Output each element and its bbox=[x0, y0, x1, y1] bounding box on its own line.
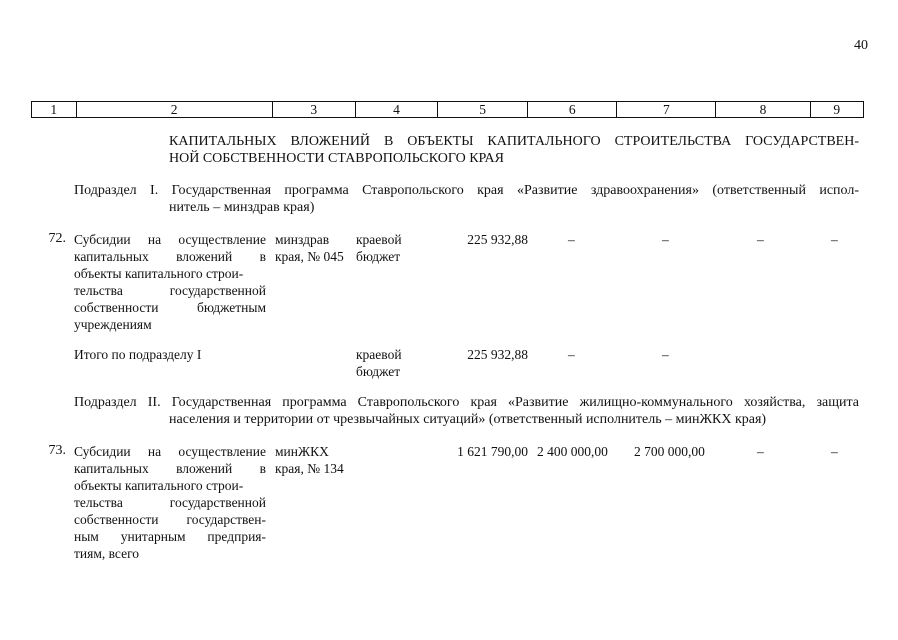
funding-line: краевой bbox=[356, 347, 402, 362]
row-value-col8: – bbox=[757, 232, 764, 247]
total-value-col6: – bbox=[568, 347, 575, 362]
column-number: 6 bbox=[527, 102, 616, 117]
description-line: объекты капитального строи- bbox=[74, 266, 244, 281]
row-number: 72. bbox=[48, 231, 66, 246]
funding-line: краевой bbox=[356, 232, 402, 247]
description-line: тельства государственной bbox=[74, 495, 266, 510]
page-number: 40 bbox=[854, 38, 868, 53]
row-executor bbox=[275, 231, 357, 265]
executor-line: минЖКХ bbox=[275, 444, 329, 459]
subsection-2-heading bbox=[74, 394, 859, 428]
section-title bbox=[169, 133, 859, 167]
row-value-col7: 2 700 000,00 bbox=[634, 444, 705, 459]
executor-line: минздрав bbox=[275, 232, 330, 247]
description-line: собственности государствен- bbox=[74, 512, 266, 527]
subsection-total-label: Итого по подразделу I bbox=[74, 347, 202, 362]
subsection-heading-line: Подраздел II. Государственная программа Ставропольского края «Развитие жилищно-коммунального хозяйства, защита bbox=[74, 395, 859, 410]
subsection-heading-line: населения и территории от чрезвычайных ситуаций» (ответственный исполнитель – минЖКХ края) bbox=[169, 412, 767, 427]
row-description bbox=[74, 231, 266, 333]
row-funding-source bbox=[356, 231, 416, 265]
total-value-col7: – bbox=[662, 347, 669, 362]
column-number: 5 bbox=[437, 102, 527, 117]
column-number: 1 bbox=[50, 102, 58, 117]
table-column-numbers-header bbox=[31, 101, 864, 118]
description-line: учреждениям bbox=[74, 317, 152, 332]
subsection-heading-line: нитель – минздрав края) bbox=[169, 200, 315, 215]
row-value-col7: – bbox=[662, 232, 669, 247]
description-line: объекты капитального строи- bbox=[74, 478, 244, 493]
subsection-heading-line: Подраздел I. Государственная программа Ставропольского края «Развитие здравоохранения» (ответственный испол- bbox=[74, 183, 859, 198]
column-number: 4 bbox=[355, 102, 437, 117]
section-title-line: КАПИТАЛЬНЫХ ВЛОЖЕНИЙ В ОБЪЕКТЫ КАПИТАЛЬНОГО СТРОИТЕЛЬСТВА ГОСУДАРСТВЕН- bbox=[169, 134, 859, 149]
executor-line: края, № 134 bbox=[275, 461, 344, 476]
row-executor bbox=[275, 443, 357, 477]
subsection-1-heading bbox=[74, 182, 859, 216]
description-line: тельства государственной bbox=[74, 283, 266, 298]
row-value-col8: – bbox=[757, 444, 764, 459]
column-number: 2 bbox=[76, 102, 272, 117]
description-line: Субсидии на осуществление bbox=[74, 232, 266, 247]
row-value-col6: – bbox=[568, 232, 575, 247]
description-line: Субсидии на осуществление bbox=[74, 444, 266, 459]
column-number: 9 bbox=[810, 102, 863, 117]
executor-line: края, № 045 bbox=[275, 249, 344, 264]
column-number: 7 bbox=[616, 102, 715, 117]
column-number: 8 bbox=[715, 102, 809, 117]
row-value-col6: 2 400 000,00 bbox=[537, 444, 608, 459]
total-value-col5: 225 932,88 bbox=[467, 347, 528, 362]
section-title-line: НОЙ СОБСТВЕННОСТИ СТАВРОПОЛЬСКОГО КРАЯ bbox=[169, 151, 504, 166]
row-value-col5: 225 932,88 bbox=[467, 232, 528, 247]
row-value-col5: 1 621 790,00 bbox=[457, 444, 528, 459]
funding-line: бюджет bbox=[356, 249, 401, 264]
description-line: капитальных вложений в bbox=[74, 461, 266, 476]
row-value-col9: – bbox=[831, 232, 838, 247]
column-number: 3 bbox=[272, 102, 355, 117]
row-value-col9: – bbox=[831, 444, 838, 459]
row-number: 73. bbox=[48, 443, 66, 458]
description-line: ным унитарным предприя- bbox=[74, 529, 266, 544]
funding-line: бюджет bbox=[356, 364, 401, 379]
description-line: тиям, всего bbox=[74, 546, 140, 561]
description-line: капитальных вложений в bbox=[74, 249, 266, 264]
row-description bbox=[74, 443, 266, 562]
total-funding-source bbox=[356, 346, 416, 380]
description-line: собственности бюджетным bbox=[74, 300, 266, 315]
